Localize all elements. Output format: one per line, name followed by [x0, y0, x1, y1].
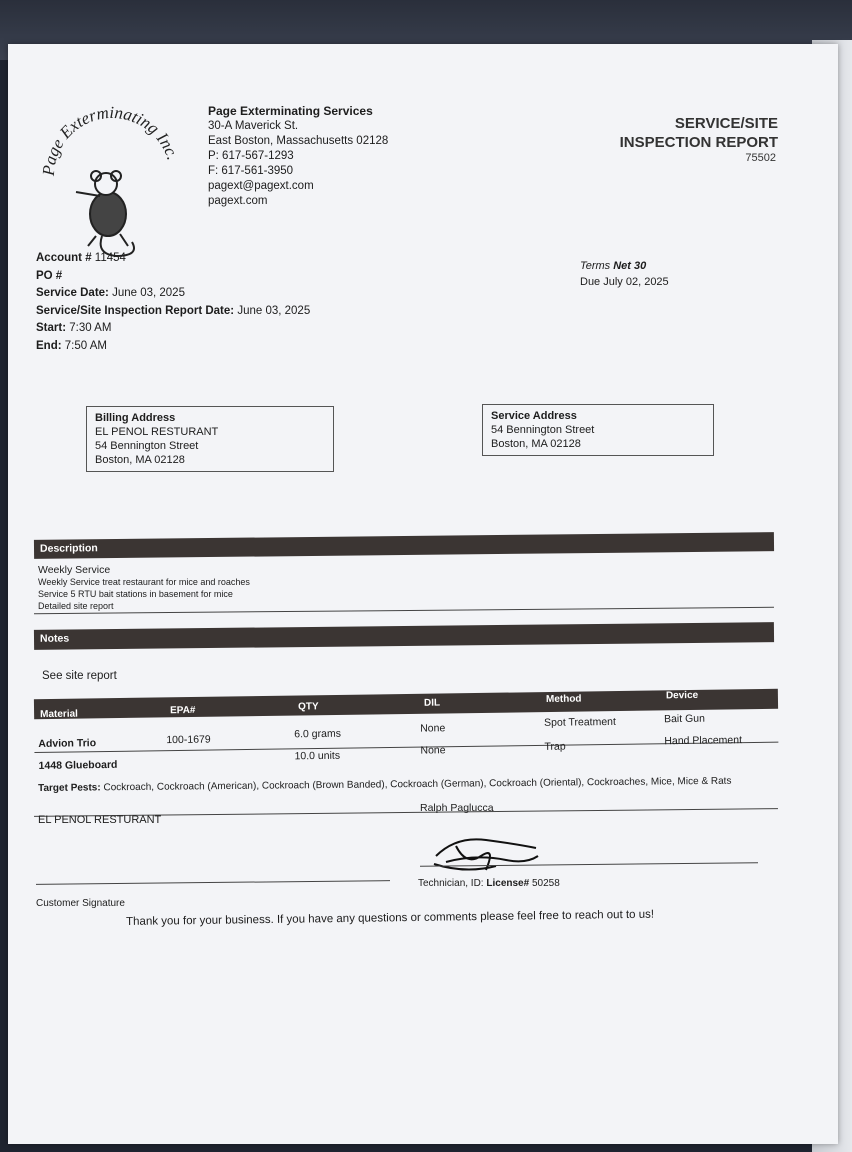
description-line: Weekly Service	[38, 564, 111, 576]
billing-name: EL PENOL RESTURANT	[95, 426, 219, 438]
company-website: pagext.com	[208, 195, 268, 207]
customer-signature-label: Customer Signature	[36, 898, 125, 909]
service-date: June 03, 2025	[112, 287, 185, 299]
company-logo	[36, 96, 186, 266]
company-fax: F: 617-561-3950	[208, 165, 294, 177]
company-phone: P: 617-567-1293	[208, 150, 294, 162]
col-dil: DIL	[423, 697, 441, 709]
start-row: Start: 7:30 AM	[36, 322, 112, 334]
description-line: Service 5 RTU bait stations in basement for mice	[38, 589, 233, 599]
notes-text: See site report	[42, 670, 117, 682]
terms-block	[580, 258, 669, 290]
report-sheet	[8, 44, 838, 1144]
po-row: PO #	[36, 269, 63, 282]
service-street: 54 Bennington Street	[491, 424, 595, 436]
terms-row: Terms Net 30	[580, 260, 647, 272]
thank-you-message: Thank you for your business. If you have any questions or comments please feel free to reach out to us!	[126, 908, 655, 928]
svg-text:Page Exterminating Inc.	[39, 103, 183, 178]
col-material: Material	[40, 708, 78, 721]
material-device: Bait Gun	[663, 712, 705, 726]
account-number-row: Account # 11454	[36, 252, 126, 264]
company-name: Page Exterminating Services	[208, 104, 373, 118]
notes-header: Notes	[34, 622, 774, 650]
terms-value: Net 30	[613, 260, 647, 272]
target-pests-label: Target Pests:	[38, 782, 101, 794]
col-device: Device	[665, 689, 699, 702]
due-date: Due July 02, 2025	[580, 276, 669, 288]
service-date-row: Service Date: June 03, 2025	[36, 287, 185, 299]
billing-city: Boston, MA 02128	[95, 454, 185, 466]
material-dil: None	[420, 722, 446, 735]
description-line: Weekly Service treat restaurant for mice and roaches	[38, 577, 250, 587]
service-city: Boston, MA 02128	[491, 438, 581, 450]
report-number: 75502	[745, 152, 776, 164]
service-header: Service Address	[491, 410, 577, 422]
customer-name: EL PENOL RESTURANT	[38, 814, 162, 826]
logo-text: Page Exterminating Inc.	[38, 102, 183, 177]
description-line: Detailed site report	[38, 601, 114, 611]
billing-address-box	[86, 406, 334, 472]
material-qty: 10.0 units	[294, 749, 341, 763]
end-time: 7:50 AM	[64, 339, 107, 352]
technician-label: Technician, ID: License# 50258	[418, 878, 560, 889]
account-block	[36, 250, 310, 355]
company-street: 30-A Maverick St.	[208, 120, 299, 132]
rat-mascot-icon	[76, 171, 134, 256]
col-method: Method	[545, 693, 582, 706]
material-epa: 100-1679	[166, 733, 211, 747]
account-number: 11454	[94, 252, 126, 264]
col-qty: QTY	[297, 701, 319, 713]
service-address-box	[482, 404, 714, 456]
description-lines	[38, 564, 250, 612]
material-name: Advion Trio	[38, 737, 97, 750]
report-date: June 03, 2025	[237, 304, 311, 317]
technician-signature	[426, 826, 546, 876]
end-row: End: 7:50 AM	[36, 339, 107, 352]
billing-street: 54 Bennington Street	[95, 440, 199, 452]
customer-signature-line	[36, 880, 390, 885]
col-epa: EPA#	[169, 704, 196, 717]
description-header: Description	[34, 532, 774, 559]
report-title-line2: INSPECTION REPORT	[619, 134, 778, 151]
material-method: Trap	[544, 740, 566, 753]
report-date-row: Service/Site Inspection Report Date: June 03, 2025	[36, 304, 311, 317]
license-number: 50258	[531, 878, 560, 889]
start-time: 7:30 AM	[69, 322, 112, 334]
technician-name: Ralph Paglucca	[420, 802, 494, 814]
material-device: Hand Placement	[664, 734, 743, 748]
material-name: 1448 Glueboard	[38, 758, 118, 772]
company-info	[208, 104, 388, 209]
material-method: Spot Treatment	[544, 715, 616, 729]
company-email: pagext@pagext.com	[208, 180, 314, 192]
target-pests-value: Cockroach, Cockroach (American), Cockroach (Brown Banded), Cockroach (German), Cockroach (Oriental), Cockroaches, Mice, Mice & Rats	[103, 775, 732, 794]
target-pests	[38, 774, 788, 796]
material-qty: 6.0 grams	[294, 727, 341, 741]
company-city: East Boston, Massachusetts 02128	[208, 135, 389, 147]
report-title	[620, 114, 778, 152]
billing-header: Billing Address	[95, 412, 176, 424]
material-dil: None	[420, 744, 446, 757]
report-title-line1: SERVICE/SITE	[674, 115, 778, 132]
